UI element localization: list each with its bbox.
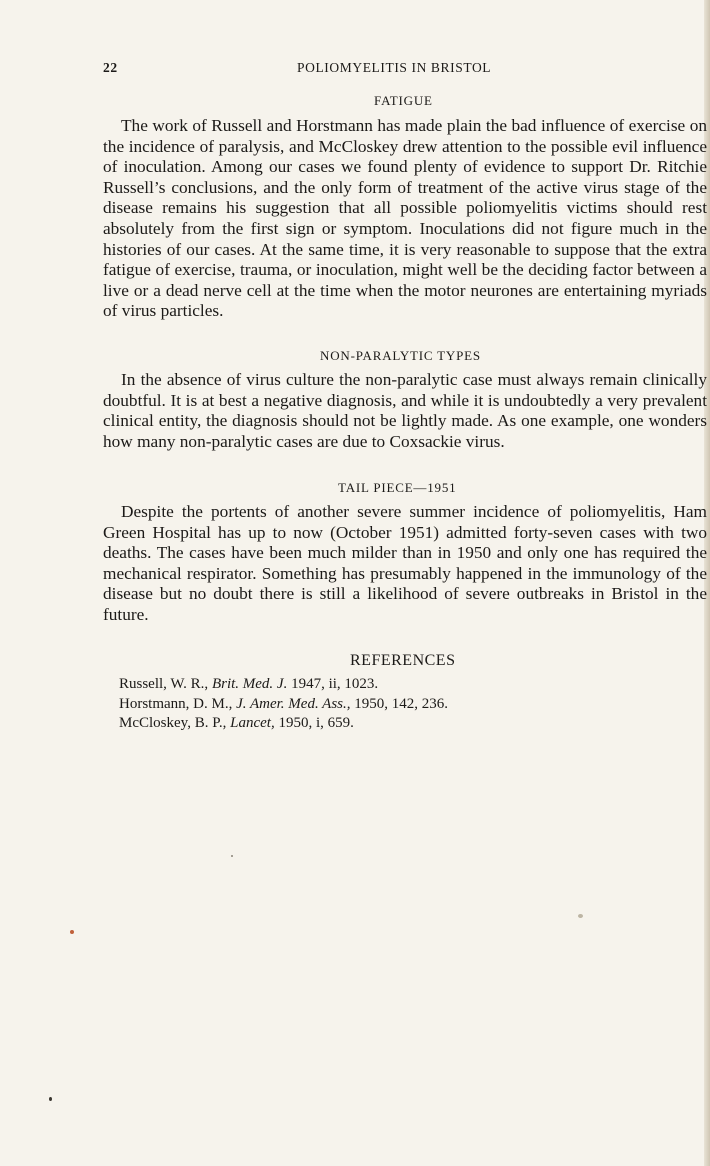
reference-details: 1950, i, 659. xyxy=(274,715,354,731)
reference-item xyxy=(119,675,679,695)
paragraph-fatigue: The work of Russell and Horstmann has made plain the bad influence of exercise on the incidence of paralysis, and McCloskey drew attention to the possible evil influence of inoculation. Among our cases we found plenty of evidence to support Dr. Ritchie Russell’s conclusions, and the only form of treatment of the active virus stage of the disease remains his suggestion that all possible poliomyelitis victims should rest absolutely from the first sign or symptom. Inoculations did not figure much in the histories of our cases. At the same time, it is very reasonable to suppose that the extra fatigue of exercise, trauma, or inoculation, might well be the deciding factor between a live or a dead nerve cell at the time when the motor neurones are entertaining myriads of virus particles. xyxy=(103,116,707,321)
reference-authors: McCloskey, B. P., xyxy=(119,715,231,731)
paragraph-tail-piece: Despite the portents of another severe summer incidence of poliomyelitis, Ham Green Hospital has up to now (October 1951) admitted forty-seven cases with two deaths. The cases have been much milder than in 1950 and only one has required the mechanical respirator. Something has presumably happened in the immunology of the disease but no doubt there is still a likelihood of severe outbreaks in Bristol in the future. xyxy=(103,502,707,624)
references-title: REFERENCES xyxy=(350,652,456,669)
section-heading-non-paralytic-types: NON-PARALYTIC TYPES xyxy=(320,348,481,363)
reference-journal: Brit. Med. J. xyxy=(211,676,288,692)
paper-speck xyxy=(578,914,583,918)
reference-item xyxy=(119,714,679,734)
section-heading-tail-piece: TAIL PIECE—1951 xyxy=(338,480,457,495)
reference-journal: Lancet, xyxy=(230,715,275,731)
reference-list xyxy=(119,675,679,734)
reference-authors: Horstmann, D. M., xyxy=(119,695,237,712)
paper-speck xyxy=(49,1097,52,1101)
paper-speck xyxy=(70,930,74,934)
reference-item xyxy=(119,695,679,715)
running-title: POLIOMYELITIS IN BRISTOL xyxy=(297,60,492,75)
running-head xyxy=(103,60,703,82)
paragraph-non-paralytic-types: In the absence of virus culture the non-paralytic case must always remain clinically doubtful. It is at best a negative diagnosis, and while it is undoubtedly a very prevalent clinical entity, the diagnosis should not be lightly made. As one example, one wonders how many non-paralytic cases are due to Coxsackie virus. xyxy=(103,370,707,451)
section-heading-fatigue: FATIGUE xyxy=(374,93,433,108)
reference-details: 1950, 142, 236. xyxy=(350,695,449,712)
page-number: 22 xyxy=(103,60,118,75)
reference-details: 1947, ii, 1023. xyxy=(287,676,379,692)
reference-journal: J. Amer. Med. Ass., xyxy=(236,695,351,712)
paper-speck xyxy=(231,855,233,857)
reference-authors: Russell, W. R., xyxy=(119,676,212,692)
